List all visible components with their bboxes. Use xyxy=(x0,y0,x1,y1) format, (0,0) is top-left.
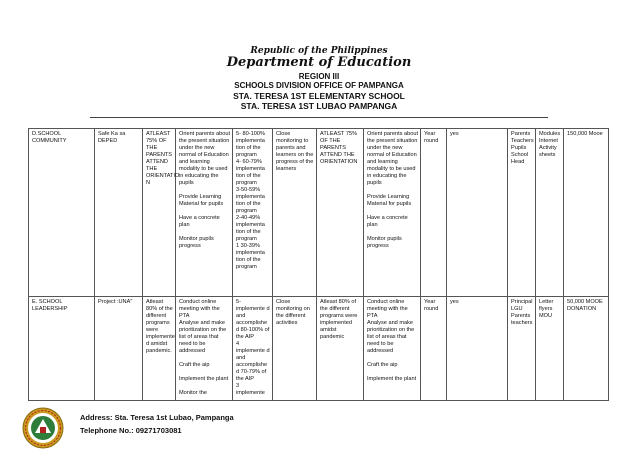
rating-cell: 5- 80-100% implementa tion of the program 4- 60-79% implementa tion of the program 3-50-59% implementa tion of the program 2-40-49% implementa tion of the program 1 30-39% implementa tion of the program xyxy=(233,129,273,297)
division-heading: SCHOOLS DIVISION OFFICE OF PAMPANGA xyxy=(234,81,404,90)
school-name-heading: STA. TERESA 1ST ELEMENTARY SCHOOL xyxy=(233,91,405,101)
budget-cell: 150,000 Mooe xyxy=(564,129,609,297)
resources-cell: Modules Internet Activity sheets xyxy=(536,129,564,297)
objective-cell: Atleast 80% of the different programs were implemente d amidst pandemic. xyxy=(143,297,176,401)
strategy-cell: Orient parents about the present situation under the new normal of Education and learning modality to be used in educating the pupils Provide Learning Material for pupils Have a concrete plan Monitor pupils progress xyxy=(364,129,421,297)
rating-cell: 5- implemente d and accomplishe d 80-100% of the AIP 4 implemente d and accomplishe d 70-79% of the AIP 3 implemente xyxy=(233,297,273,401)
timeframe-cell: Year round xyxy=(421,129,447,297)
indicator-cell: Close monitoring to parents and learners on the progress of the learners xyxy=(273,129,317,297)
output-cell: ATLEAST 75% OF THE PARENTS ATTEND THE ORIENTATION xyxy=(317,129,364,297)
status-cell: yes xyxy=(447,297,508,401)
indicator-cell: Close monitoring on the different activities xyxy=(273,297,317,401)
area-cell: D.SCHOOL COMMUNITY xyxy=(29,129,95,297)
strategy-cell: Conduct online meeting with the PTA Analyse and make prioritization on the list of areas that need to be addressed Craft the aip Implement the plant xyxy=(364,297,421,401)
persons-cell: Parents Teachers Pupils School Head xyxy=(508,129,536,297)
area-cell: E. SCHOOL LEADERSHIP xyxy=(29,297,95,401)
budget-cell: 50,000 MOOE DONATION xyxy=(564,297,609,401)
department-heading: Department of Education xyxy=(226,55,412,70)
timeframe-cell: Year round xyxy=(421,297,447,401)
objective-cell: ATLEAST 75% OF THE PARENTS ATTEND THE ORIENTATIO N xyxy=(143,129,176,297)
page-footer xyxy=(0,405,638,451)
activities-cell: Conduct online meeting with the PTA Analyse and make prioritization on the list of areas that need to be addressed Craft the aip Implement the plant Monitor the xyxy=(176,297,233,401)
persons-cell: Principal LGU Parents teachers xyxy=(508,297,536,401)
output-cell: Atleast 80% of the different programs were implemented amidst pandemic xyxy=(317,297,364,401)
table-row xyxy=(29,297,609,401)
school-address: Address: Sta. Teresa 1st Lubao, Pampanga xyxy=(80,413,234,422)
header-divider xyxy=(90,117,548,118)
activities-cell: Orient parents about the present situation under the new normal of Education and learning modality to be used in educating the pupils Provide Learning Material for pupils Have a concrete plan Monitor pupils progress xyxy=(176,129,233,297)
resources-cell: Letter flyers MOU xyxy=(536,297,564,401)
table-row xyxy=(29,129,609,297)
improvement-plan-table xyxy=(28,128,609,401)
school-seal-icon xyxy=(22,407,64,449)
school-address-heading: STA. TERESA 1ST LUBAO PAMPANGA xyxy=(240,101,398,111)
school-telephone: Telephone No.: 09271703081 xyxy=(80,426,182,435)
program-cell: Safe Ka sa DEPED xyxy=(95,129,143,297)
region-heading: REGION III xyxy=(298,72,340,81)
status-cell: yes xyxy=(447,129,508,297)
program-cell: Project :UNA" xyxy=(95,297,143,401)
republic-heading: Republic of the Philippines xyxy=(250,46,388,56)
